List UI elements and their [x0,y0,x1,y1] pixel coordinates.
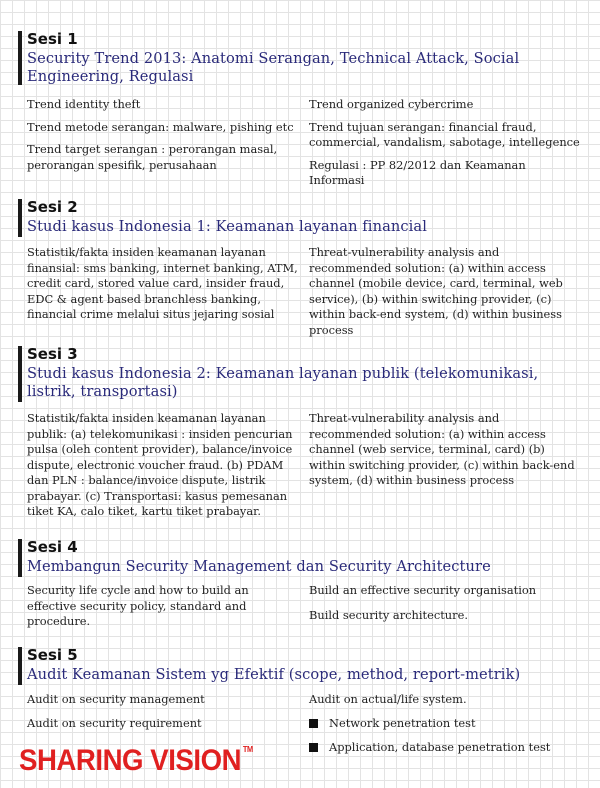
session-1-left-item: Trend identity theft [27,97,141,111]
logo-text: SHARING VISION [19,744,242,777]
session-3-bar [18,346,22,402]
session-2-right-item: Threat-vulnerability analysis and recommended solution: (a) within access channel (mobile device, card, terminal, web service), (b) within switching provider, (c) within back-end system, (d) within business process [309,245,563,337]
session-4-right-item: Build security architecture. [309,607,468,622]
session-5-right-item: Audit on actual/life system. [309,692,467,706]
session-2-title: Studi kasus Indonesia 1: Keamanan layanan financial [27,218,427,235]
session-2-right [309,245,579,338]
session-5-left [27,692,297,731]
sharing-vision-logo [19,744,253,778]
session-3-label: Sesi 3 [27,345,78,363]
session-4-left-item: Security life cycle and how to build an effective security policy, standard and procedure. [27,583,249,628]
session-1-label: Sesi 1 [27,30,78,48]
session-5-bullet-item [309,740,584,756]
session-2-bar [18,199,22,237]
session-1-right-item: Regulasi : PP 82/2012 dan Keamanan Informasi [309,157,526,187]
session-5-bullet-text: Network penetration test [329,715,476,730]
session-5-title: Audit Keamanan Sistem yg Efektif (scope, method, report-metrik) [27,666,521,683]
session-1-right-item: Trend tujuan serangan: financial fraud, commercial, vandalism, sabotage, intellegence [309,119,580,149]
session-3-left [27,411,299,520]
session-1-bar [18,31,22,85]
session-3-left-item: Statistik/fakta insiden keamanan layanan publik: (a) telekomunikasi : insiden pencurian pulsa (oleh content provider), balance/invoice dispute, electronic voucher fraud. (b) PDAM dan PLN : balance/invoice dispute, listrik prabayar. (c) Transportasi: kasus pemesanan tiket KA, calo tiket, kartu tiket prabayar. [27,411,293,518]
session-1-right-item: Trend organized cybercrime [309,97,474,111]
session-4-bar [18,539,22,577]
session-2-left [27,245,299,323]
session-5-bullet-item [309,716,584,732]
session-4-right [309,583,584,623]
session-5-label: Sesi 5 [27,646,78,664]
session-3-right-item: Threat-vulnerability analysis and recommended solution: (a) within access channel (web service, terminal, card) (b) within switching provider, (c) within back-end system, (d) within business process [309,411,575,487]
session-4-label: Sesi 4 [27,538,78,556]
session-5-left-item: Audit on security management [27,692,205,706]
square-bullet-icon [309,719,318,728]
session-1-left-item: Trend metode serangan: malware, pishing etc [27,119,294,134]
session-3-right [309,411,584,489]
session-4-right-item: Build an effective security organisation [309,583,537,597]
square-bullet-icon [309,743,318,752]
session-1-left [27,97,297,173]
session-1-right [309,97,584,189]
session-1-title: Security Trend 2013: Anatomi Serangan, Technical Attack, Social Engineering, Regulasi [27,50,520,85]
session-5-left-item: Audit on security requirement [27,715,202,730]
logo-trademark: TM [242,745,253,754]
session-3-title: Studi kasus Indonesia 2: Keamanan layanan publik (telekomunikasi, listrik, transportasi) [27,365,539,400]
session-1-left-item: Trend target serangan : perorangan masal, perorangan spesifik, perusahaan [27,142,278,172]
session-4-left [27,583,277,630]
session-2-left-item: Statistik/fakta insiden keamanan layanan finansial: sms banking, internet banking, ATM, credit card, stored value card, insider fraud, EDC & agent based branchless banking, financial crime melalui situs jejaring sosial [27,245,298,321]
session-5-bullet-text: Application, database penetration test [329,740,551,754]
session-5-bar [18,647,22,685]
session-4-title: Membangun Security Management dan Security Architecture [27,558,491,575]
session-5-right [309,692,584,756]
session-2-label: Sesi 2 [27,198,78,216]
